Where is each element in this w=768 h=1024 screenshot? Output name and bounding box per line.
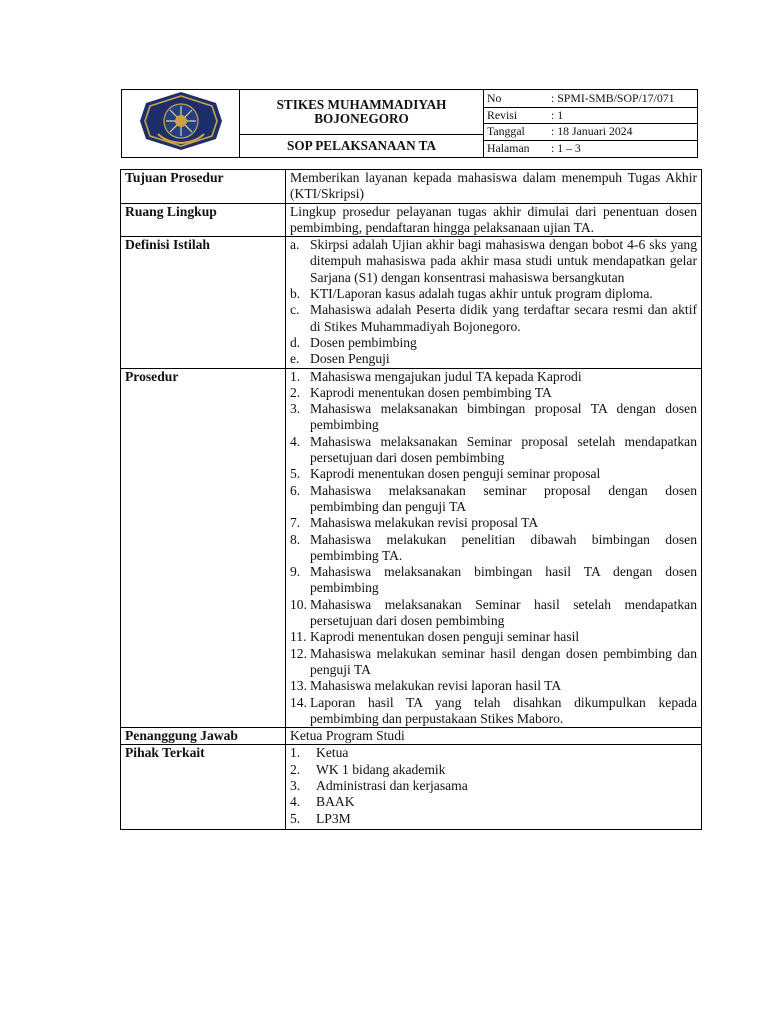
list-item	[290, 515, 697, 531]
meta-value: : 18 Januari 2024	[551, 124, 633, 139]
meta-label: No	[487, 91, 502, 106]
row-label: Prosedur	[121, 368, 286, 728]
list-text: LP3M	[316, 810, 351, 826]
list-text: Kaprodi menentukan dosen penguji seminar proposal	[310, 466, 601, 482]
list-text: Mahasiswa melaksanakan bimbingan proposal TA dengan dosen pembimbing	[310, 401, 697, 433]
list-marker: 1.	[290, 368, 301, 384]
list-marker: 9.	[290, 564, 301, 580]
row-value: Lingkup prosedur pelayanan tugas akhir dimulai dari penentuan dosen pembimbing, pendaftaran hingga pelaksanaan ujian TA.	[286, 203, 702, 237]
meta-row-no	[484, 91, 697, 108]
list-marker: 10.	[290, 596, 307, 612]
row-pihak-terkait	[121, 745, 702, 829]
meta-label: Tanggal	[487, 124, 525, 139]
list-item	[290, 434, 697, 467]
list-text: BAAK	[316, 794, 355, 810]
meta-value: : 1 – 3	[551, 140, 581, 155]
row-ruang-lingkup	[121, 203, 702, 237]
list-item	[290, 483, 697, 516]
list-item	[290, 466, 697, 482]
document-header	[121, 89, 698, 158]
list-marker: 5.	[290, 810, 301, 826]
list-item	[290, 794, 697, 810]
list-marker: 11.	[290, 629, 307, 645]
meta-row-halaman	[484, 141, 697, 157]
list-marker: 14.	[290, 694, 307, 710]
list-marker: b.	[290, 286, 301, 302]
definition-list	[286, 237, 702, 368]
row-label: Definisi Istilah	[121, 237, 286, 368]
row-definisi-istilah	[121, 237, 702, 368]
meta-row-revisi	[484, 108, 697, 125]
list-item	[290, 678, 697, 694]
list-marker: 3.	[290, 401, 301, 417]
list-text: Kaprodi menentukan dosen pembimbing TA	[310, 384, 552, 400]
list-text: Kaprodi menentukan dosen penguji seminar hasil	[310, 629, 580, 645]
list-item	[290, 532, 697, 565]
meta-value: : 1	[551, 107, 564, 122]
list-marker: 4.	[290, 433, 301, 449]
document-title-cell	[240, 134, 484, 157]
list-text: Mahasiswa melakukan seminar hasil dengan dosen pembimbing dan penguji TA	[310, 645, 697, 677]
list-marker: 7.	[290, 515, 301, 531]
row-label: Pihak Terkait	[121, 745, 286, 829]
list-item	[290, 778, 697, 794]
list-item	[290, 351, 697, 367]
list-marker: a.	[290, 237, 300, 253]
list-marker: 8.	[290, 531, 301, 547]
list-text: Laporan hasil TA yang telah disahkan dikumpulkan kepada pembimbing dan perpustakaan Stikes Maboro.	[310, 694, 697, 726]
list-text: Mahasiswa melaksanakan Seminar proposal setelah mendapatkan persetujuan dari dosen pembimbing	[310, 433, 697, 466]
list-marker: 12.	[290, 645, 307, 661]
list-item	[290, 762, 697, 778]
list-marker: e.	[290, 351, 300, 367]
logo-cell	[122, 90, 240, 158]
list-item	[290, 811, 697, 829]
row-value: Memberikan layanan kepada mahasiswa dalam menempuh Tugas Akhir (KTI/Skripsi)	[286, 170, 702, 204]
list-marker: c.	[290, 302, 300, 318]
list-text: Mahasiswa melakukan revisi laporan hasil TA	[310, 678, 562, 694]
list-marker: 6.	[290, 482, 301, 498]
list-marker: d.	[290, 334, 301, 350]
list-text: Dosen pembimbing	[310, 334, 417, 350]
list-text: Mahasiswa melaksanakan Seminar hasil setelah mendapatkan persetujuan dari dosen pembimbing	[310, 596, 697, 629]
row-penanggung-jawab	[121, 728, 702, 745]
list-item	[290, 597, 697, 630]
list-item	[290, 629, 697, 645]
row-prosedur	[121, 368, 702, 728]
row-label: Tujuan Prosedur	[121, 170, 286, 204]
list-item	[290, 401, 697, 434]
list-marker: 4.	[290, 794, 301, 810]
list-text: Mahasiswa melakukan revisi proposal TA	[310, 515, 539, 531]
institution-name-cell	[240, 90, 484, 135]
document-meta	[484, 90, 698, 158]
meta-value: : SPMI-SMB/SOP/17/071	[551, 91, 675, 106]
list-text: KTI/Laporan kasus adalah tugas akhir untuk program diploma.	[310, 286, 653, 302]
institution-name: STIKES MUHAMMADIYAH BOJONEGORO	[276, 96, 447, 126]
list-text: Skirpsi adalah Ujian akhir bagi mahasiswa dengan bobot 4-6 sks yang ditempuh mahasiswa pada akhir masa studi untuk mendapatkan gelar Sarjana (S1) dengan konsentrasi mahasiswa bersangkutan	[310, 237, 697, 285]
list-marker: 1.	[290, 745, 301, 761]
list-item	[290, 237, 697, 286]
list-text: Administrasi dan kerjasama	[316, 777, 468, 793]
row-tujuan-prosedur	[121, 170, 702, 204]
sop-table	[120, 169, 702, 830]
list-text: Dosen Penguji	[310, 351, 390, 367]
list-text: Mahasiswa melakukan penelitian dibawah bimbingan dosen pembimbing TA.	[310, 531, 697, 563]
row-label: Ruang Lingkup	[121, 203, 286, 237]
list-item	[290, 335, 697, 351]
list-item	[290, 286, 697, 302]
stikes-muhammadiyah-logo-icon	[136, 90, 226, 152]
meta-label: Revisi	[487, 107, 518, 122]
list-text: Mahasiswa adalah Peserta didik yang terdaftar secara resmi dan aktif di Stikes Muhammadiyah Bojonegoro.	[310, 302, 697, 334]
list-text: Mahasiswa melaksanakan seminar proposal dengan dosen pembimbing dan penguji TA	[310, 482, 697, 514]
row-label: Penanggung Jawab	[121, 728, 286, 745]
list-marker: 5.	[290, 466, 301, 482]
related-parties-list	[286, 745, 702, 829]
list-item	[290, 695, 697, 728]
document-title: SOP PELAKSANAAN TA	[287, 137, 436, 153]
procedure-list	[286, 368, 702, 728]
list-item	[290, 385, 697, 401]
list-text: Ketua	[316, 745, 349, 761]
list-marker: 2.	[290, 761, 301, 777]
list-item	[290, 745, 697, 761]
meta-row-tanggal	[484, 124, 697, 141]
list-item	[290, 564, 697, 597]
meta-label: Halaman	[487, 140, 530, 155]
list-marker: 2.	[290, 384, 301, 400]
list-item	[290, 369, 697, 385]
list-item	[290, 646, 697, 679]
list-marker: 13.	[290, 678, 307, 694]
list-text: Mahasiswa mengajukan judul TA kepada Kaprodi	[310, 368, 582, 384]
list-text: WK 1 bidang akademik	[316, 761, 446, 777]
row-value: Ketua Program Studi	[286, 728, 702, 745]
list-marker: 3.	[290, 777, 301, 793]
list-item	[290, 302, 697, 335]
list-text: Mahasiswa melaksanakan bimbingan hasil TA dengan dosen pembimbing	[310, 564, 697, 596]
